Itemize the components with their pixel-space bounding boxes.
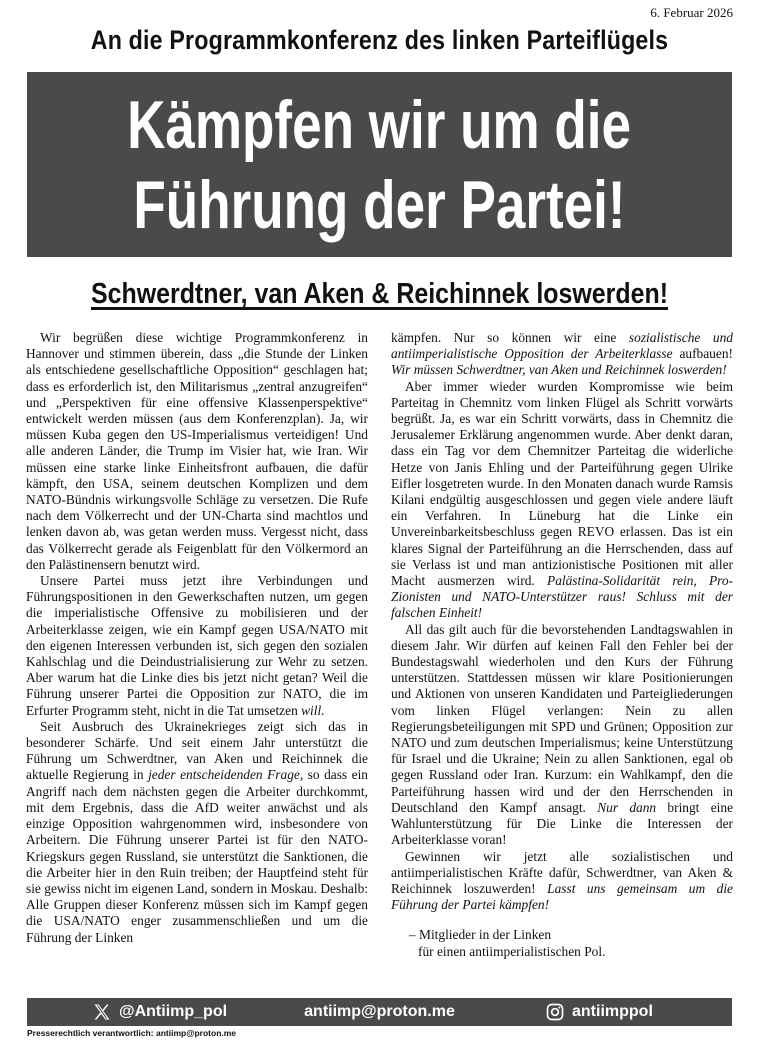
subheadline: Schwerdtner, van Aken & Reichinnek loswerden! (90, 278, 669, 310)
paragraph: Wir begrüßen diese wichtige Programmkonferenz in Hannover und stimmen überein, dass „die Stunde der Linken als entschiedene gesellschaftliche Opposition“ geschlagen hat; dass es erforderlich ist, den Militarismus „zentral anzugreifen“ und „Perspektiven für eine offensive Klassenperspektive“ entwickelt werden müssen (aus dem Konferenzplan). Ja, wir müssen Kuba gegen den US-Imperialismus verteidigen! Und alle anderen Länder, die Trump im Visier hat, wie Iran. Wir müssen eine starke linke Einheitsfront aufbauen, die dafür kämpft, den USA, seinem deutschen Komplizen und dem NATO-Bündnis wirkungsvolle Schläge zu versetzen. Die Rufe nach dem Völkerrecht und der UN-Charta sind machtlos und lenken davon ab, was getan werden muss. Vergesst nicht, dass das Völkerrecht gerade als Feigenblatt für den Völkermord an den Palästinensern benutzt wird. (26, 330, 368, 572)
issue-date: 6. Februar 2026 (650, 5, 733, 20)
paragraph: All das gilt auch für die bevorstehenden Landtagswahlen in diesem Jahr. Wir dürfen auf keinen Fall den Fehler bei der Bundestagswahl wiederholen und den Kurs der Führung unterstützen. Stattdessen müssen wir klare Positionierungen und Aktionen von unseren Kandidaten und Parteigliederungen vom linken Flügel verlangen: Nein zu allen Regierungsbeteiligungen mit SPD und Grünen; Opposition zur NATO und zum deutschen Imperialismus; keine Unterstützung für Israel und die Ukraine; Nein zu allen Sanktionen, egal ob gegen Russland oder Iran. Kurzum: ein Wahlkampf, den die Parteiführung hassen wird und der den Herrschenden in Deutschland den Kampf ansagt. Nur dann bringt eine Wahlunterstützung für Die Linke die Interessen der Arbeiterklasse voran! (391, 621, 734, 848)
x-logo-icon (92, 1002, 112, 1022)
paragraph: Gewinnen wir jetzt alle sozialistischen und antiimperialistischen Kräfte dafür, Schwerdtner, van Aken & Reichinnek loszuwerden! Lasst uns gemeinsam um die Führung der Partei kämpfen! (391, 848, 733, 913)
headline-line-1: Kämpfen wir um die (127, 86, 632, 163)
signature-line-2: für einen antiimperialistischen Pol. (418, 943, 606, 959)
kicker-title: An die Programmkonferenz des linken Parteiflügels (90, 25, 669, 55)
article-column-right (391, 330, 733, 960)
paragraph: Aber immer wieder wurden Kompromisse wie beim Parteitag in Chemnitz vom linken Flügel als Schritt vorwärts begrüßt. Ja, es war ein Schritt vorwärts, dass in Chemnitz die Jerusalemer Erklärung angenommen wurde. Aber denkt daran, dass ein Tag vor dem Chemnitzer Parteitag die widerliche Hetze von Janis Ehling und der Parteiführung gegen Ulrike Eifler losgetreten wurde. In den Monaten danach wurde Ramsis Kilani endgültig ausgeschlossen und gegen viele andere läuft ein Verfahren. In Lüneburg hat die Linke ein Unvereinbarkeitsbeschluss gegen REVO erlassen. Das ist ein klares Signal der Parteiführung an die Herrschenden, dass auf sie Verlass ist und man antizionistische Positionen mit aller Macht ausmerzen wird. Palästina-Solidarität rein, Pro-Zionisten und NATO-Unterstützer raus! Schluss mit der falschen Einheit! (391, 378, 733, 621)
signature-line-1: – Mitglieder in der Linken (409, 927, 552, 943)
instagram-icon (545, 1002, 565, 1022)
paragraph: Seit Ausbruch des Ukrainekrieges zeigt sich das in besonderer Schärfe. Und seit einem Jahr unterstützt die Führung um Schwerdtner, van Aken und Reichinnek die aktuelle Regierung in jeder entscheidenden Frage, so dass ein Angriff nach dem nächsten gegen die Arbeiter durchkommt, mit dem Ergebnis, dass die AfD weiter anwächst und als einzige Opposition wahrgenommen wird, insbesondere von Arbeitern. Die Führung unserer Partei ist für den NATO-Kriegskurs gegen Russland, sie unterstützt die Sanktionen, die die Arbeiter hier in den Ruin treiben; der Hauptfeind steht für sie gewiss nicht im eigenen Land, sondern in Moskau. Deshalb: Alle Gruppen dieser Konferenz müssen sich im Kampf gegen die USA/NATO enger zusammenschließen und um die Führung der Linken (26, 718, 369, 945)
x-contact[interactable] (92, 998, 227, 1026)
email-address[interactable]: antiimp@proton.me (304, 1003, 455, 1020)
paragraph: kämpfen. Nur so können wir eine sozialistische und antiimperialistische Opposition der Arbeiterklasse aufbauen! Wir müssen Schwerdtner, van Aken und Reichinnek loswerden! (391, 330, 733, 378)
signature (391, 927, 733, 959)
headline-banner (27, 72, 732, 257)
x-handle[interactable]: @Antiimp_pol (119, 1003, 228, 1020)
instagram-contact[interactable] (545, 998, 653, 1026)
imprint-note: Presserechtlich verantwortlich: antiimp@proton.me (27, 1028, 237, 1038)
instagram-handle[interactable]: antiimppol (572, 1003, 653, 1020)
article-column-left (26, 330, 368, 946)
contact-footer (27, 998, 732, 1026)
paragraph: Unsere Partei muss jetzt ihre Verbindungen und Führungspositionen in den Gewerkschaften nutzen, um gegen die imperialistische Offensive zu mobilisieren und der Arbeiterklasse zeigen, wie ein Kampf gegen USA/NATO mit den eigenen Interessen verbunden ist, sich gegen den sozialen Kahlschlag und die Deindustrialisierung zur Wehr zu setzen. Aber warum hat die Linke dies bis jetzt nicht getan? Weil die Führung unserer Partei die Opposition zur NATO, die im Erfurter Programm steht, nicht in die Tat umsetzen will. (26, 573, 368, 718)
headline-line-2: Führung der Partei! (133, 166, 626, 243)
